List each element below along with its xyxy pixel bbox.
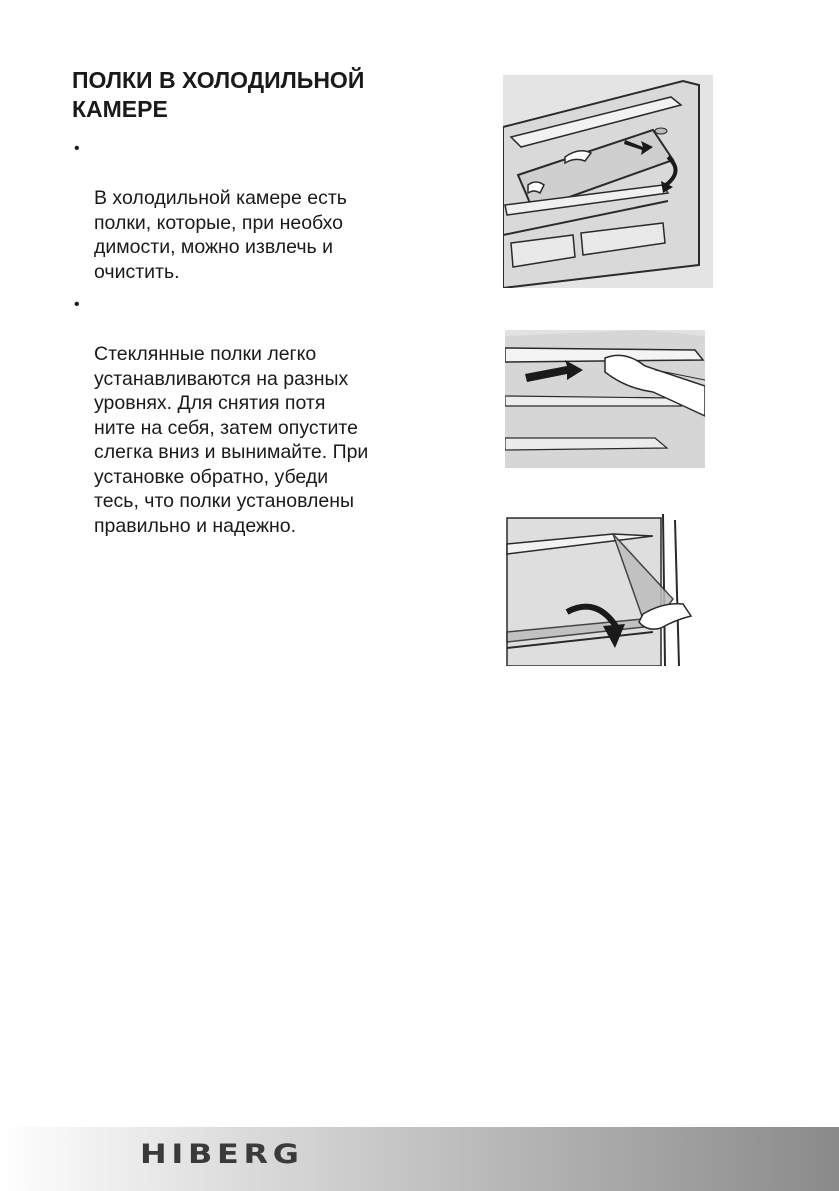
instruction-list: [72, 137, 432, 547]
shelf-tilt-down-illustration-icon: [503, 514, 693, 666]
bullet-icon: •: [74, 296, 80, 313]
shelf-pull-illustration-icon: [505, 330, 705, 468]
footer-bar: [0, 1127, 839, 1191]
shelf-tilt-svg: [503, 514, 693, 666]
list-item: [72, 293, 432, 538]
shelf-removal-svg: [503, 75, 713, 288]
shelf-pull-svg: [505, 330, 705, 468]
page-title: ПОЛКИ В ХОЛОДИЛЬНОЙ КАМЕРЕ: [72, 67, 365, 122]
list-item-text: Стеклянные полки легко устанавливаются на разных уровнях. Для снятия потя ните на себя, затем опустите слегка вниз и вынимайте. При установке обратно, убеди тесь, что полки установлены правильно и надежно.: [94, 343, 369, 537]
list-item: [72, 137, 432, 284]
shelf-removal-illustration-icon: [503, 75, 713, 288]
brand-logo: HIBERG: [140, 1139, 304, 1170]
bullet-icon: •: [74, 140, 80, 157]
list-item-text: В холодильной камере есть полки, которые, при необхо димости, можно извлечь и очистить.: [94, 187, 347, 283]
